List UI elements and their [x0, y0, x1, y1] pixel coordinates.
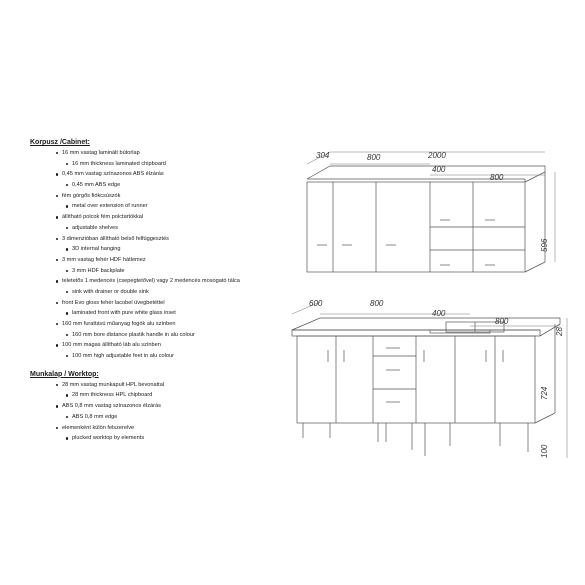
cabinet-spec-item: 0,45 mm ABS edge — [30, 180, 292, 191]
cabinet-spec-item: 3 mm vastag fehér HDF hátlemez — [30, 255, 292, 266]
cabinet-spec-item: 3 mm HDF backplate — [30, 266, 292, 277]
cabinet-spec-item: 100 mm high adjustable feet in alu colour — [30, 351, 292, 362]
dim-lower-width-left: 800 — [370, 299, 384, 308]
cabinet-spec-item: 0,45 mm vastag színazonos ABS élzárás — [30, 169, 292, 180]
worktop-spec-item: elemenként külön felszerelve — [30, 423, 292, 434]
cabinet-spec-item: 100 mm magas állítható láb alu színben — [30, 340, 292, 351]
worktop-spec-item: ABS 0,8 mm vastag színazonos élzárás — [30, 401, 292, 412]
worktop-section-title: Munkalap / Worktop: — [30, 370, 99, 378]
cabinet-spec-item: front Evo gloss fehér lacobel üvegbetéttel — [30, 298, 292, 309]
dimension-labels — [309, 151, 564, 458]
cabinet-spec-item: 16 mm thickness laminated chipboard — [30, 159, 292, 170]
cabinet-spec-item: állítható polcok fém polctartókkal — [30, 212, 292, 223]
base-cabinets — [292, 318, 560, 456]
dim-upper-depth: 304 — [316, 151, 330, 160]
dim-lower-height: 724 — [540, 386, 549, 400]
cabinet-spec-item: metal over extension of runner — [30, 201, 292, 212]
dim-upper-width-left: 800 — [367, 153, 381, 162]
dim-lower-width-mid: 400 — [432, 309, 446, 318]
cabinet-spec-item: laminated front with pure white glass inset — [30, 308, 292, 319]
upper-cabinets — [307, 166, 545, 272]
worktop-spec-item: 28 mm vastag munkapult HPL bevonattal — [30, 380, 292, 391]
cabinet-spec-item: teletetős 1 medencés (csepegtetővel) vagy 2 medencés mosogató tálca — [30, 276, 292, 287]
cabinet-spec-item: 160 mm bore distance plastik handle in alu colour — [30, 330, 292, 341]
cabinet-section-title: Korpusz /Cabinet: — [30, 139, 90, 146]
cabinet-spec-item: 160 mm furattávú műanyag fogók alu színben — [30, 319, 292, 330]
dim-upper-width-mid: 400 — [432, 165, 446, 174]
cabinet-spec-item: 3 dimenzióban állítható belső felfüggesztés — [30, 234, 292, 245]
dim-upper-height: 596 — [540, 238, 549, 252]
dim-lower-width-right: 800 — [495, 317, 509, 326]
worktop-spec-item: ABS 0,8 mm edge — [30, 412, 292, 423]
dim-feet-height: 100 — [540, 444, 549, 458]
cabinet-spec-item: 3D internal hanging — [30, 244, 292, 255]
cabinet-spec-item: fém görgős fiókcsúszók — [30, 191, 292, 202]
cabinet-spec-item: sink with drainer or double sink — [30, 287, 292, 298]
cabinet-spec-item: 16 mm vastag laminált bútorlap — [30, 148, 292, 159]
worktop-spec-item: 28 mm thickness HPL chipboard — [30, 390, 292, 401]
dim-lower-depth: 600 — [309, 299, 323, 308]
worktop-spec-item: plucked worktop by elements — [30, 433, 292, 444]
cabinet-spec-item: adjustable shelves — [30, 223, 292, 234]
dim-total-width: 2000 — [428, 151, 446, 160]
dim-worktop-thickness: 28 — [555, 327, 564, 336]
dim-upper-width-right: 800 — [490, 173, 504, 182]
